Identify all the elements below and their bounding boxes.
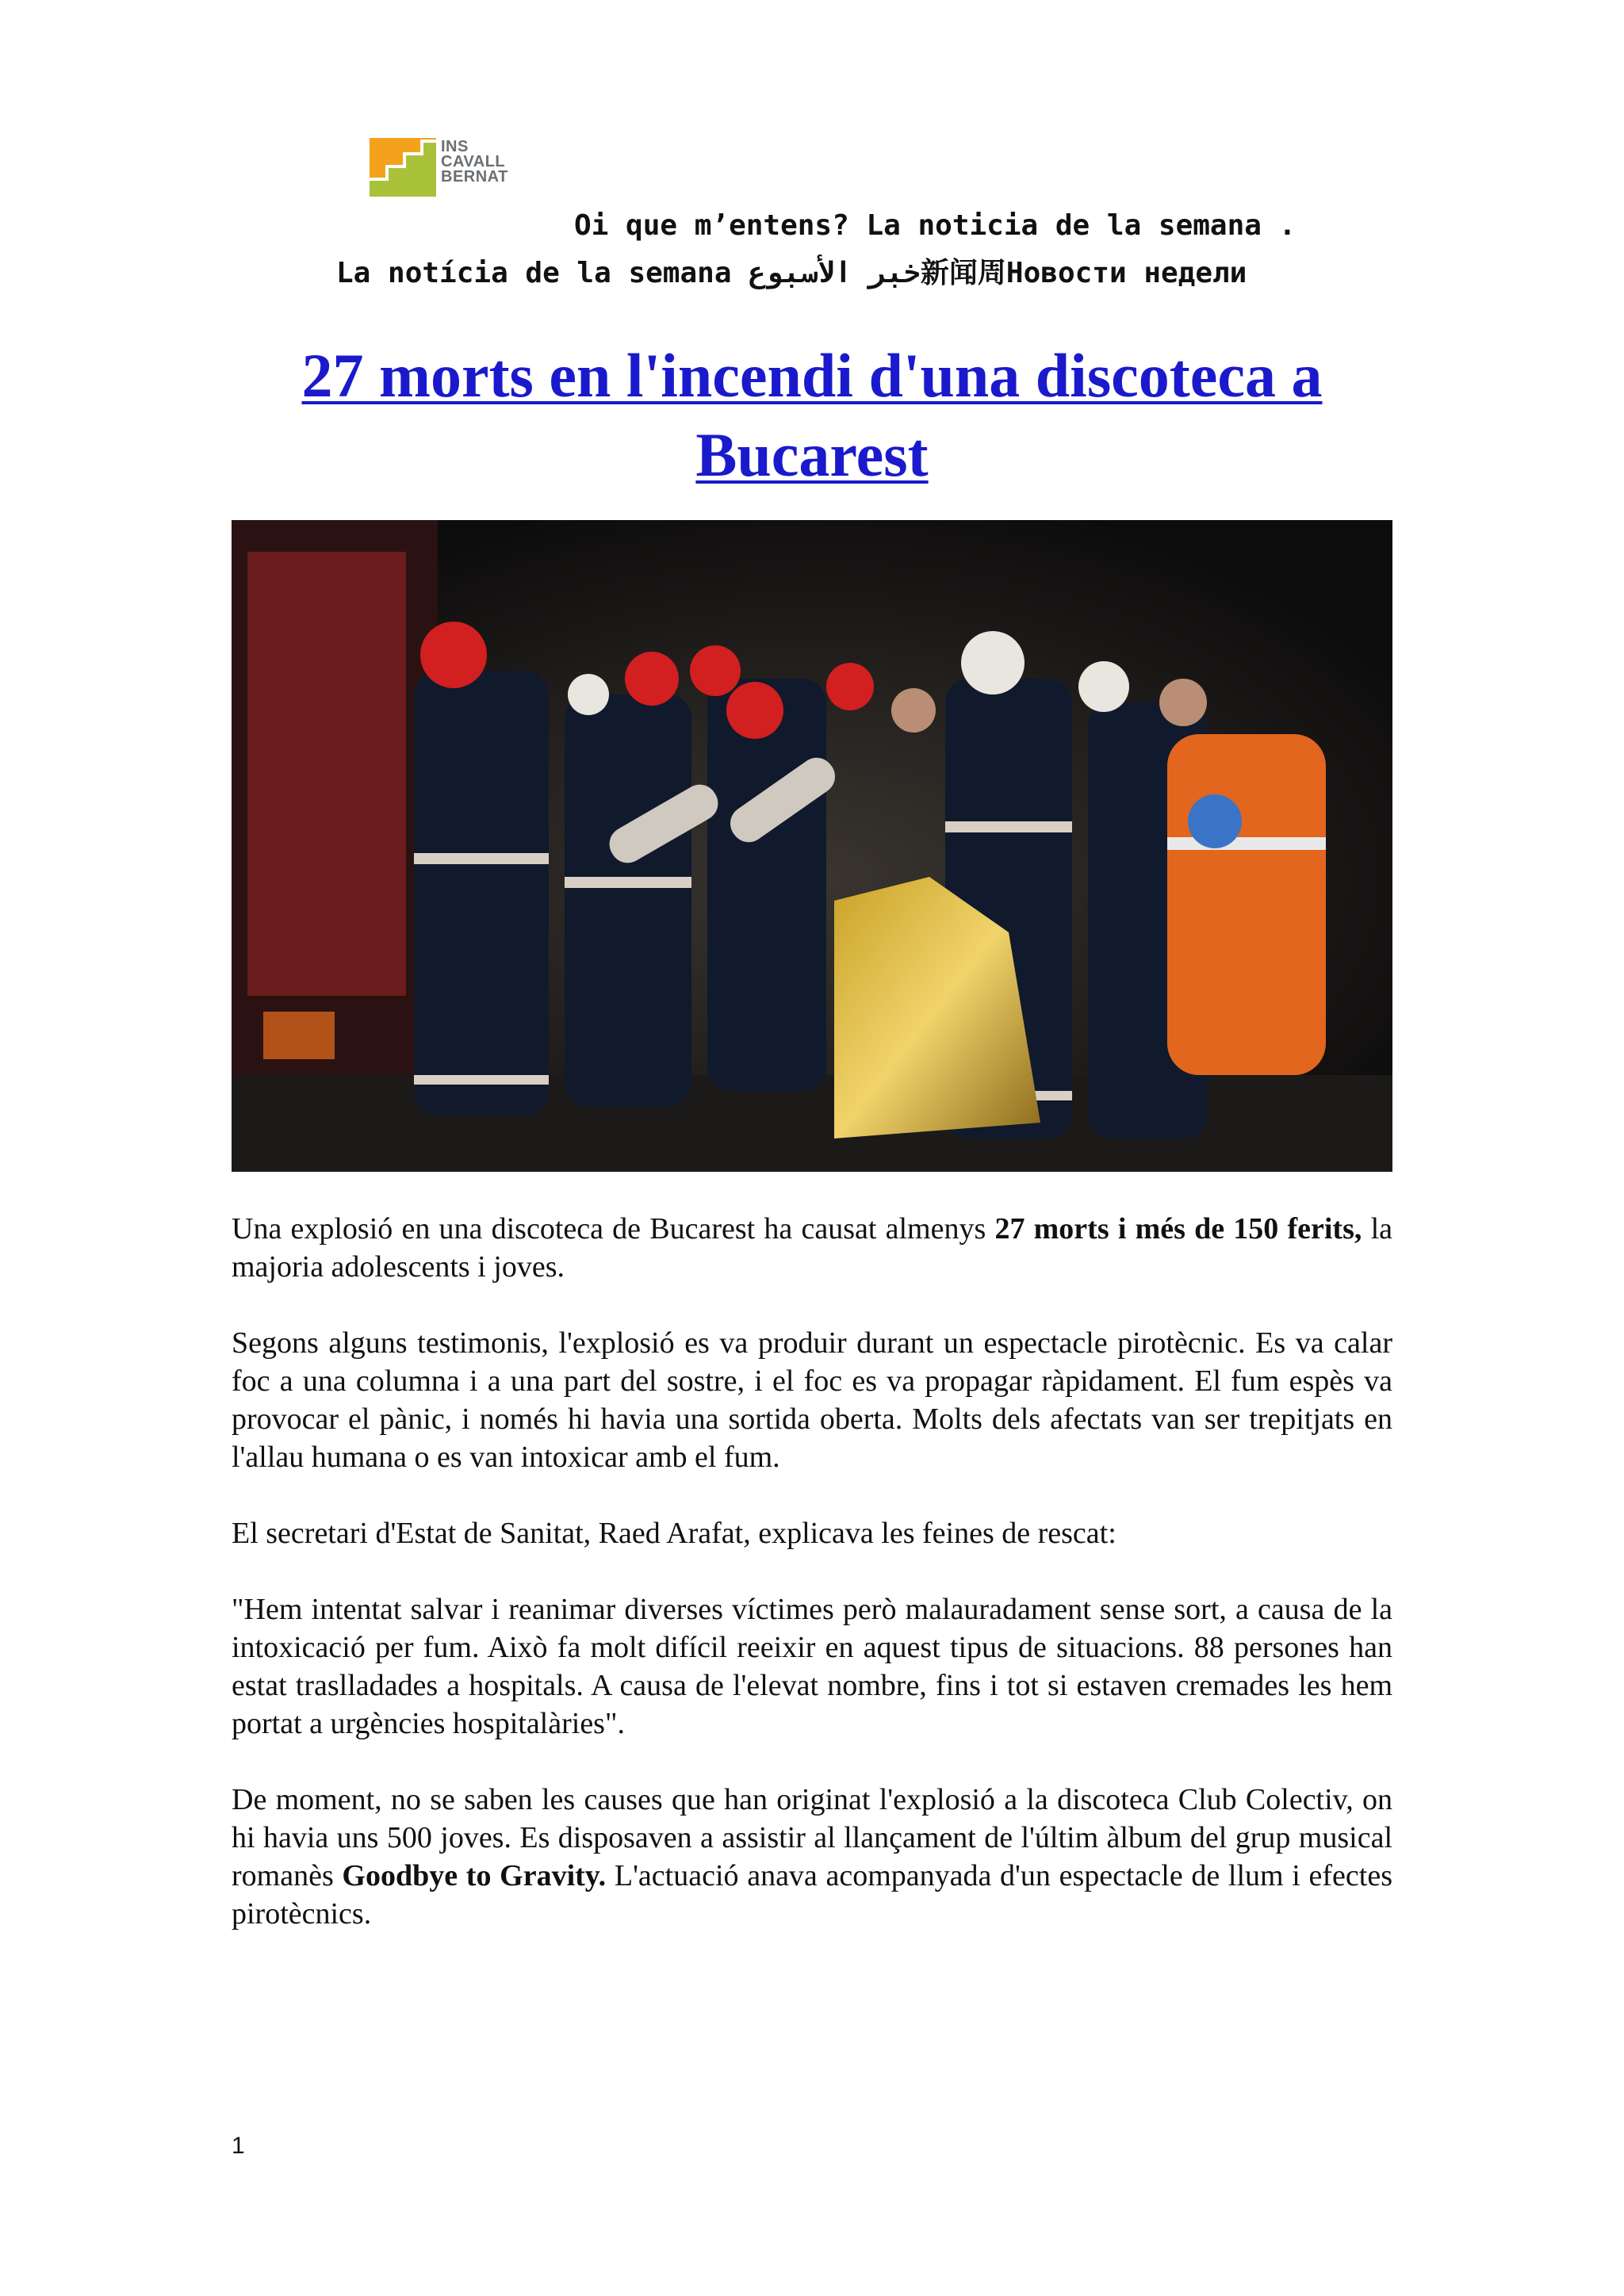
highlight-casualties: 27 morts i més de 150 ferits,: [994, 1212, 1362, 1246]
header-line-1: Oi que m’entens? La noticia de la semana .: [574, 209, 1297, 242]
logo-text-ins: INS: [441, 138, 469, 155]
school-logo: [370, 136, 520, 200]
paragraph-2: Segons alguns testimonis, l'explosió es va produir durant un espectacle pirotècnic. Es va calar foc a una columna i a una part del sostre, i el foc es va propagar ràpidament. El fum espès va provocar el pànic, i només hi havia una sortida oberta. Molts dels afectats van ser trepitjats en l'allau humana o es van intoxicar amb el fum.: [232, 1326, 1392, 1474]
header-line-2: La notícia de la semana خبر الأسبوع新闻周Новости недели: [336, 257, 1247, 289]
logo-text: [441, 140, 528, 185]
article-title-link[interactable]: 27 morts en l'incendi d'una discoteca a Bucarest: [301, 341, 1323, 489]
logo-text-cavall: CAVALL: [441, 153, 506, 170]
paragraph-5: De moment, no se saben les causes que han originat l'explosió a la discoteca Club Colectiv, on hi havia uns 500 joves. Es disposaven a assistir al llançament de l'últim àlbum del grup musical romanès Goodbye to Gravity. L'actuació anava acompanyada d'un espectacle de llum i efectes pirotècnics.: [232, 1783, 1392, 1931]
paragraph-3: El secretari d'Estat de Sanitat, Raed Arafat, explicava les feines de rescat:: [232, 1517, 1116, 1550]
article-body: [232, 1210, 1392, 1971]
paragraph-1: Una explosió en una discoteca de Bucarest ha causat almenys 27 morts i més de 150 ferits, la majoria adolescents i joves.: [232, 1212, 1392, 1284]
article-title: [232, 336, 1392, 495]
article-photo: [232, 520, 1392, 1172]
logo-text-bernat: BERNAT: [441, 168, 508, 186]
highlight-band-name: Goodbye to Gravity.: [342, 1859, 607, 1892]
logo-mark-icon: [370, 138, 436, 197]
page-number: 1: [232, 2133, 245, 2159]
paragraph-4-quote: "Hem intentat salvar i reanimar diverses víctimes però malauradament sense sort, a causa de la intoxicació per fum. Això fa molt difícil reeixir en aquest tipus de situacions. 88 persones han estat traslladades a hospitals. A causa de l'elevat nombre, fins i tot si estaven cremades les hem portat a urgències hospitalàries".: [232, 1593, 1392, 1740]
